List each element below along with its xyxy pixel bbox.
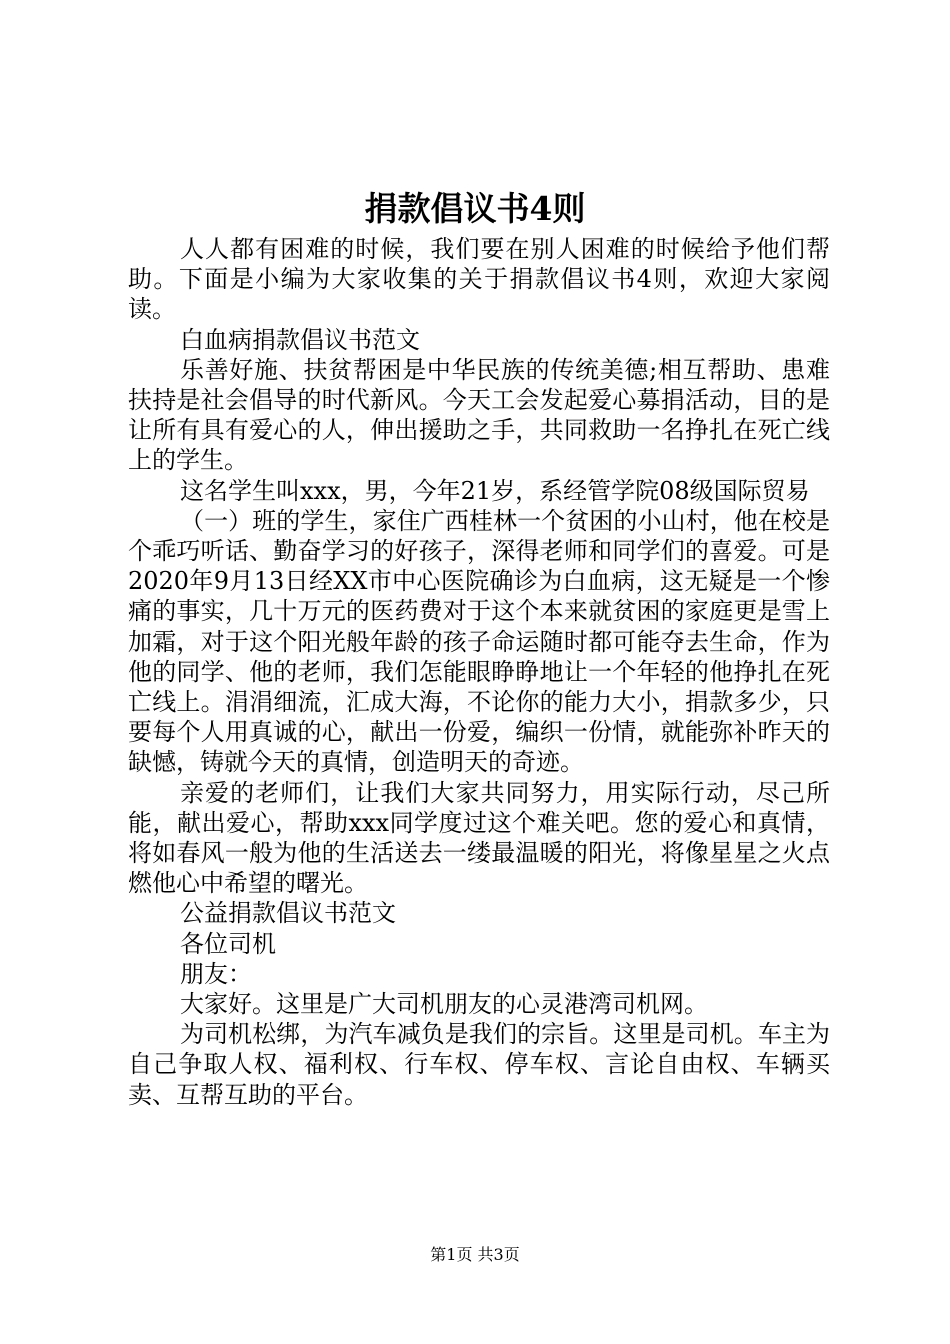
document-title: 捐款倡议书4则 bbox=[364, 189, 586, 228]
paragraph: （一）班的学生，家住广西桂林一个贫困的小山村，他在校是个乖巧听话、勤奋学习的好孩子，深得老师和同学们的喜爱。可是2020年9月13日经XX市中心医院确诊为白血病，这无疑是一个惨痛的事实，几十万元的医药费对于这个本来就贫困的家庭更是雪上加霜，对于这个阳光般年龄的孩子命运随时都可能夺去生命，作为他的同学、他的老师，我们怎能眼睁睁地让一个年轻的他挣扎在死亡线上。涓涓细流，汇成大海，不论你的能力大小，捐款多少，只要每个人用真诚的心，献出一份爱，编织一份情，就能弥补昨天的缺憾，铸就今天的真情，创造明天的奇迹。 bbox=[128, 506, 830, 777]
paragraph: 这名学生叫xxx，男，今年21岁，系经管学院08级国际贸易 bbox=[180, 476, 810, 505]
paragraph: 亲爱的老师们，让我们大家共同努力，用实际行动，尽己所能，献出爱心，帮助xxx同学度过这个难关吧。您的爱心和真情，将如春风一般为他的生活送去一缕最温暖的阳光，将像星星之火点燃他心中希望的曙光。 bbox=[128, 778, 830, 898]
paragraph: 大家好。这里是广大司机朋友的心灵港湾司机网。 bbox=[180, 990, 708, 1019]
paragraph-intro: 人人都有困难的时候，我们要在别人困难的时候给予他们帮助。下面是小编为大家收集的关于捐款倡议书4则，欢迎大家阅读。 bbox=[128, 235, 830, 324]
document-body bbox=[128, 234, 830, 1110]
paragraph: 乐善好施、扶贫帮困是中华民族的传统美德;相互帮助、患难扶持是社会倡导的时代新风。今天工会发起爱心募捐活动，目的是让所有具有爱心的人，伸出援助之手，共同救助一名挣扎在死亡线上的学生。 bbox=[128, 355, 830, 475]
section-heading-charity: 公益捐款倡议书范文 bbox=[180, 899, 396, 928]
page-number-footer: 第1页 共3页 bbox=[430, 1245, 520, 1264]
salutation-line: 各位司机 bbox=[180, 929, 276, 958]
section-heading-leukemia: 白血病捐款倡议书范文 bbox=[180, 325, 420, 354]
salutation-line: 朋友： bbox=[180, 959, 252, 988]
paragraph: 为司机松绑，为汽车减负是我们的宗旨。这里是司机。车主为自己争取人权、福利权、行车权、停车权、言论自由权、车辆买卖、互帮互助的平台。 bbox=[128, 1020, 830, 1109]
